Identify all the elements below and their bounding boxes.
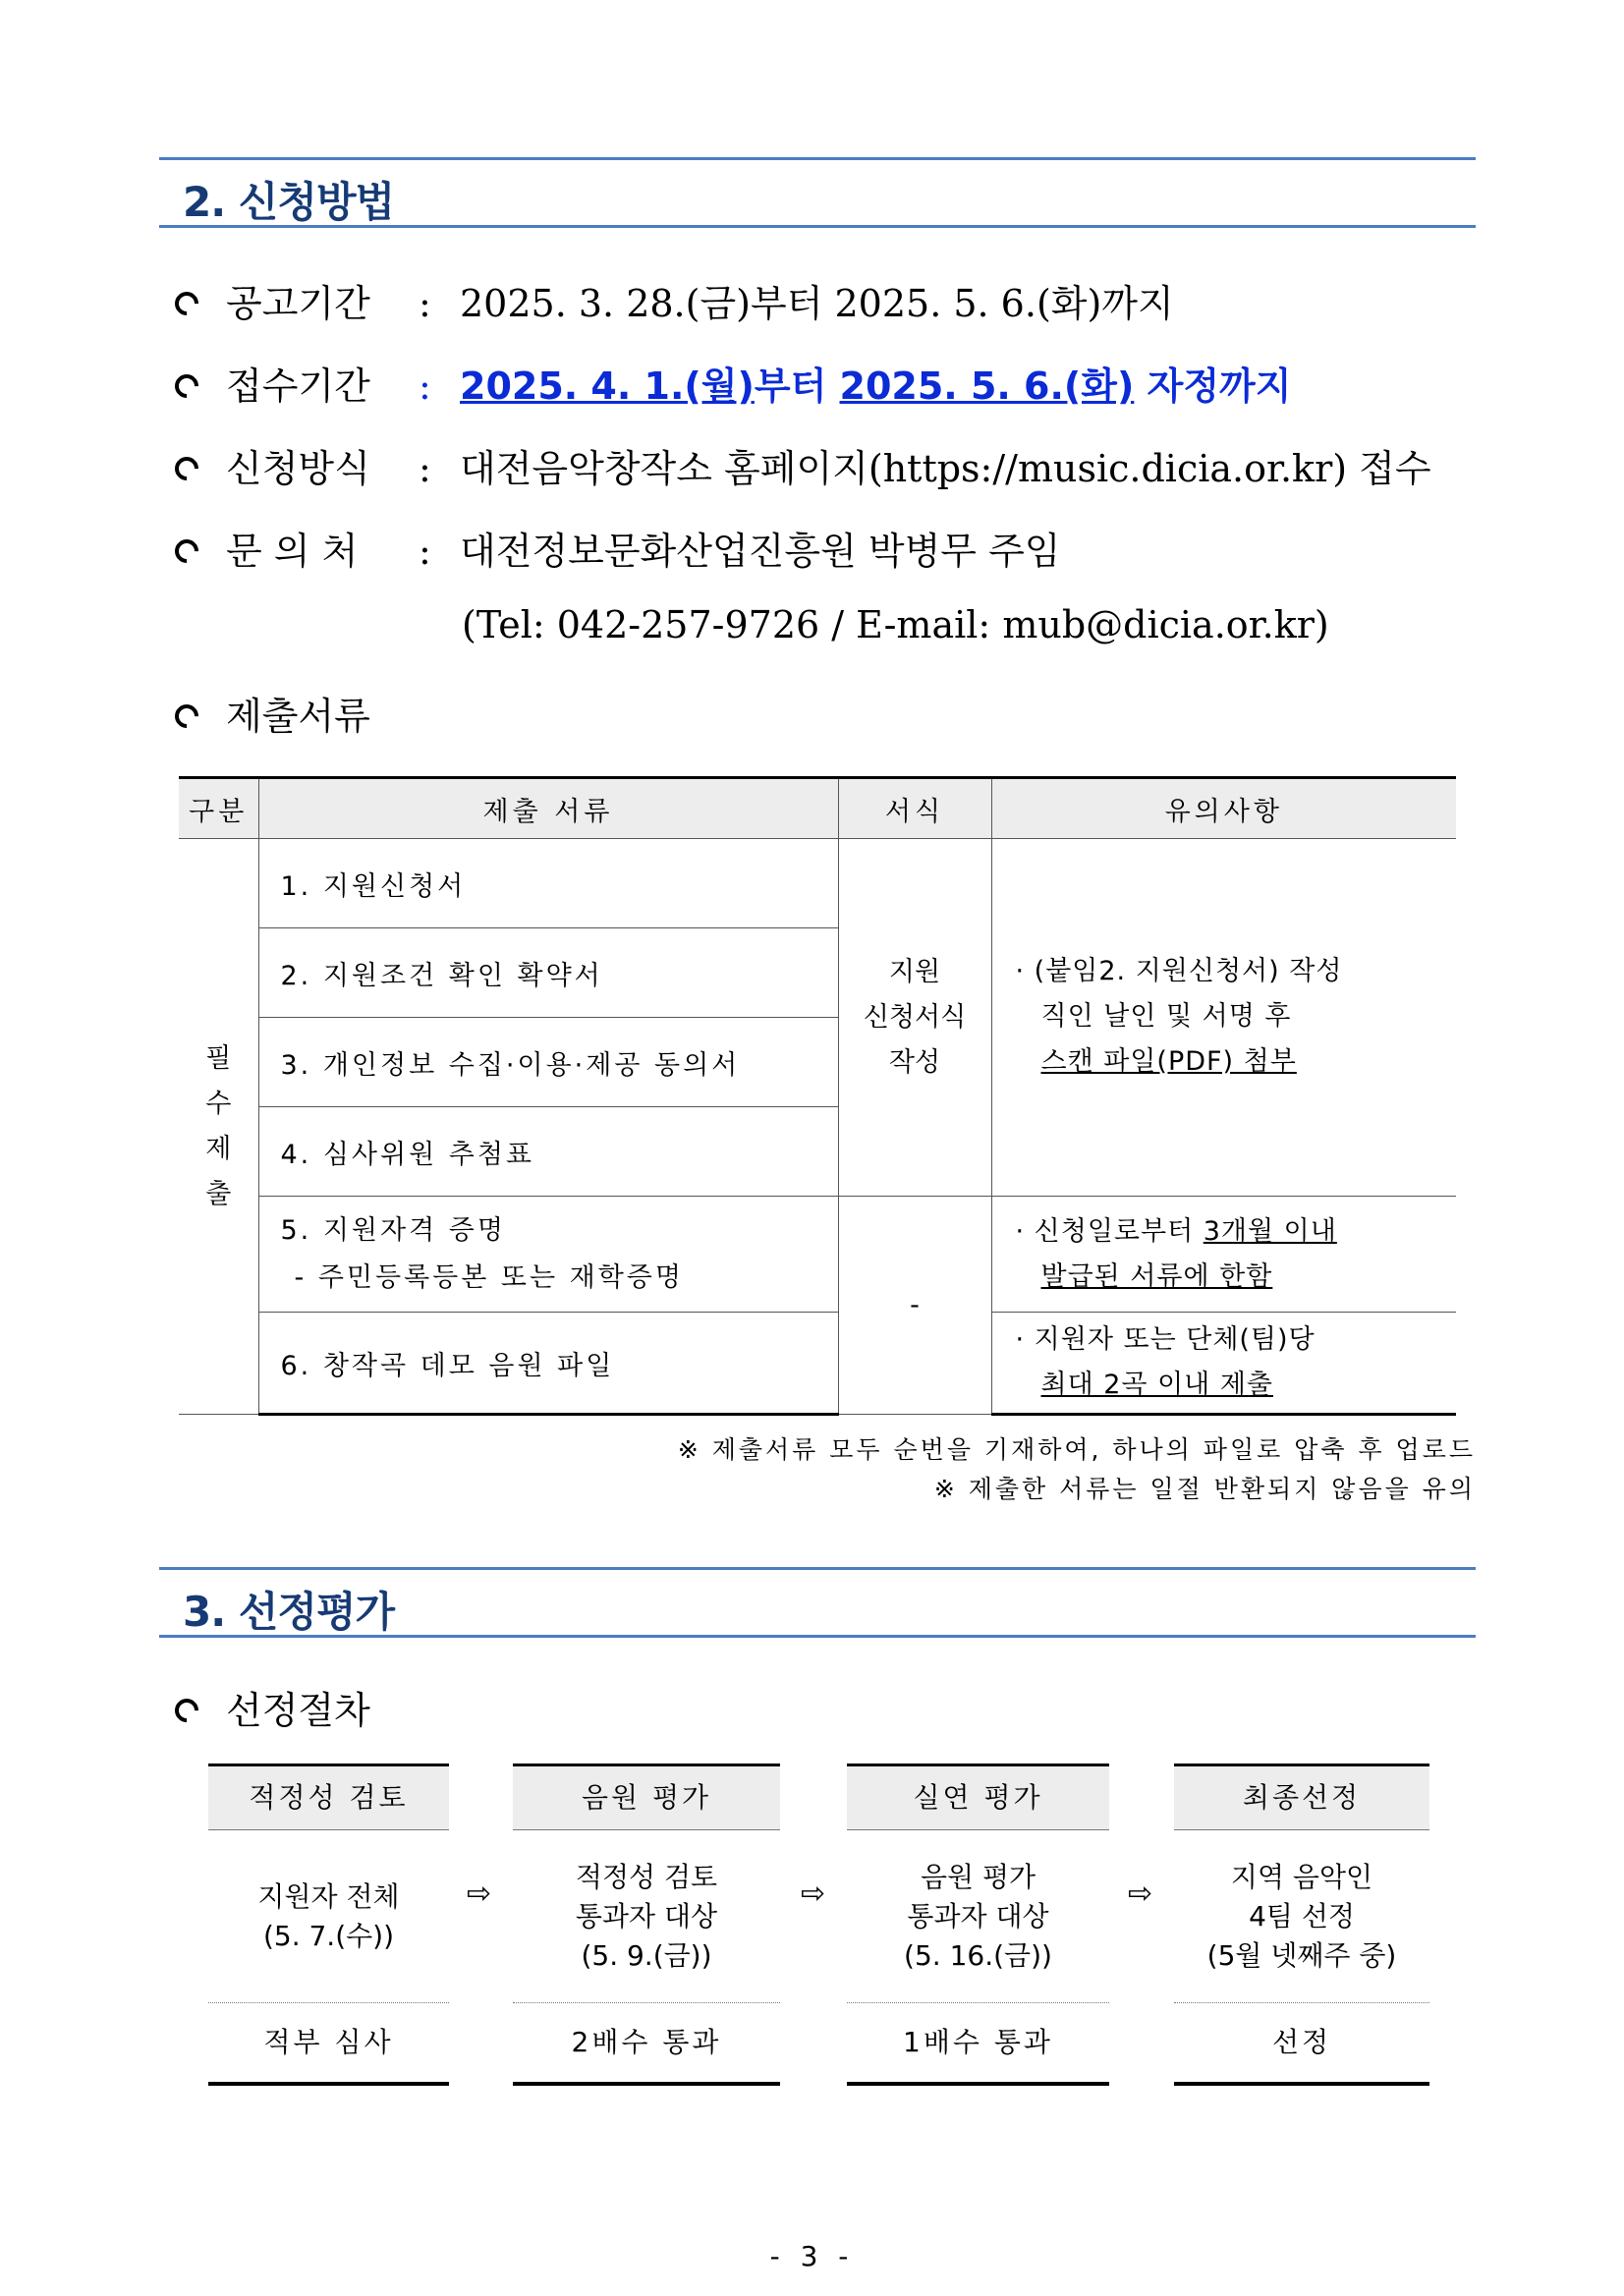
section-2-title: 2. 신청방법 [183,178,395,226]
section-3-header [159,1567,1476,1638]
info-label: 접수기간 [226,364,370,408]
step-audio-evaluation [513,1764,780,2086]
step-details: 음원 평가 통과자 대상 (5. 16.(금)) [847,1830,1109,2003]
note-cell: · 지원자 또는 단체(팀)당 최대 2곡 이내 제출 [991,1313,1456,1415]
step-title: 적정성 검토 [208,1764,449,1830]
footnote-no-return: ※ 제출한 서류는 일절 반환되지 않음을 유의 [933,1475,1476,1503]
header-documents: 제출 서류 [258,778,838,839]
contact-details: (Tel: 042-257-9726 / E-mail: mub@dicia.or.kr) [462,603,1329,646]
step-final-selection [1174,1764,1429,2086]
step-details: 지원자 전체 (5. 7.(수)) [208,1830,449,2003]
step-suitability-review [208,1764,449,2086]
docs-heading: 제출서류 [175,686,370,740]
header-notes: 유의사항 [991,778,1456,839]
info-line-method: 신청방식 : 대전음악창작소 홈페이지(https://music.dicia.or.kr) 접수 [175,438,1431,492]
arrow-right-icon: ⇨ [801,1876,826,1911]
step-result: 2배수 통과 [513,2003,780,2086]
step-live-evaluation [847,1764,1109,2086]
step-result: 1배수 통과 [847,2003,1109,2086]
circle-bullet-icon [170,369,203,403]
arrow-right-icon: ⇨ [1128,1876,1153,1911]
info-value: 2025. 3. 28.(금)부터 2025. 5. 6.(화)까지 [460,282,1174,325]
step-title: 실연 평가 [847,1764,1109,1830]
section-2-header [159,157,1476,228]
info-line-contact: 문 의 처 : 대전정보문화산업진흥원 박병무 주임 [175,521,1061,575]
step-title: 음원 평가 [513,1764,780,1830]
submission-documents-table [179,776,1456,1416]
arrow-right-icon: ⇨ [467,1876,492,1911]
category-required: 필 수 제 출 [179,839,258,1415]
table-row: 1. 지원신청서 [258,839,838,928]
procedure-heading: 선정절차 [175,1680,370,1734]
footnote-compress: ※ 제출서류 모두 순번을 기재하여, 하나의 파일로 압축 후 업로드 [677,1435,1476,1464]
info-value: 대전정보문화산업진흥원 박병무 주임 [460,530,1061,573]
info-label: 공고기간 [226,282,370,325]
step-details: 적정성 검토 통과자 대상 (5. 9.(금)) [513,1830,780,2003]
header-category: 구분 [179,778,258,839]
info-line-announcement: 공고기간 : 2025. 3. 28.(금)부터 2025. 5. 6.(화)까지 [175,273,1174,327]
page-number: - 3 - [769,2240,855,2272]
reception-start: 2025. 4. 1.(월) [460,364,755,408]
table-row: 4. 심사위원 추첨표 [258,1107,838,1197]
header-form: 서식 [838,778,991,839]
note-cell: · (붙임2. 지원신청서) 작성 직인 날인 및 서명 후 스캔 파일(PDF) 첨부 [991,839,1456,1197]
table-row: 3. 개인정보 수집·이용·제공 동의서 [258,1018,838,1107]
circle-bullet-icon [170,452,203,485]
table-row: 5. 지원자격 증명 - 주민등록등본 또는 재학증명 [258,1197,838,1313]
circle-bullet-icon [170,700,203,733]
table-row: 2. 지원조건 확인 확약서 [258,928,838,1018]
table-row: 6. 창작곡 데모 음원 파일 [258,1313,838,1415]
info-value: 대전음악창작소 홈페이지(https://music.dicia.or.kr) 접수 [460,447,1431,490]
form-cell: 지원 신청서식 작성 [838,839,991,1197]
step-result: 적부 심사 [208,2003,449,2086]
note-cell: · 신청일로부터 3개월 이내 발급된 서류에 한함 [991,1197,1456,1313]
circle-bullet-icon [170,1694,203,1727]
circle-bullet-icon [170,287,203,320]
circle-bullet-icon [170,534,203,568]
step-result: 선정 [1174,2003,1429,2086]
info-label: 문 의 처 [226,530,359,573]
info-label: 신청방식 [226,447,370,490]
form-cell-empty: - [838,1197,991,1415]
info-line-reception: 접수기간 : 2025. 4. 1.(월)부터 2025. 5. 6.(화) 자정까지 [175,356,1291,410]
step-details: 지역 음악인 4팀 선정 (5월 넷째주 중) [1174,1830,1429,2003]
step-title: 최종선정 [1174,1764,1429,1830]
section-3-title: 3. 선정평가 [183,1588,395,1636]
reception-end: 2025. 5. 6.(화) [839,364,1135,408]
